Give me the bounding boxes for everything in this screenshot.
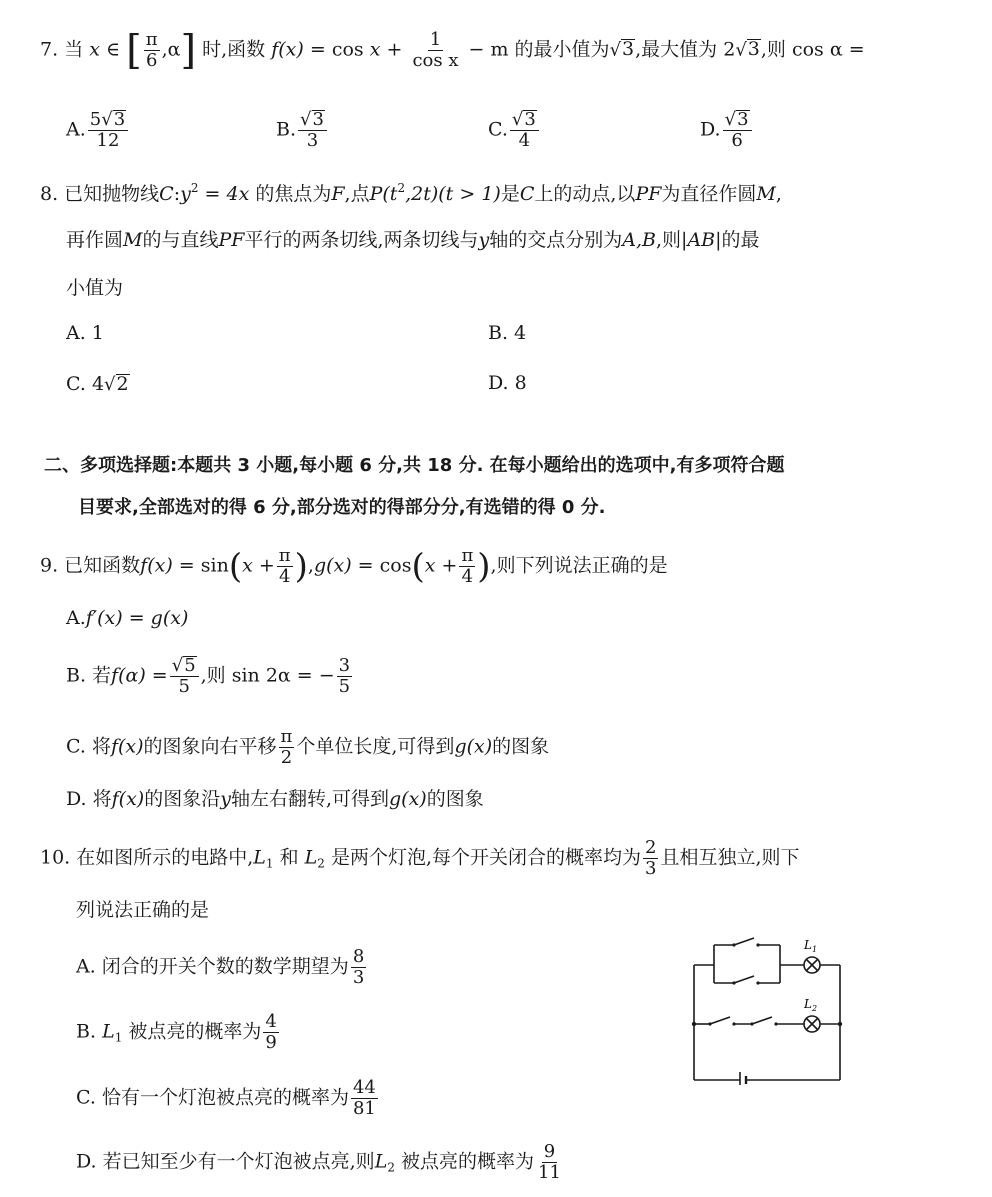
q7-text: 当: [64, 38, 84, 61]
switch-3: [710, 1017, 730, 1024]
q7-var-x: x: [89, 38, 100, 61]
switch-4: [752, 1017, 772, 1024]
q8-option-d: D. 8: [488, 372, 527, 394]
q9-option-a: A.f′(x) = g(x): [66, 607, 189, 629]
q7-number: 7.: [40, 38, 59, 61]
junction-right: [838, 1022, 842, 1026]
q10-option-c: C. 恰有一个灯泡被点亮的概率为 $\frac{44}{81}$: [76, 1077, 376, 1119]
q7-stem: 7. 当 x ∈ [ $\frac{\pi}{6}$ ,α] 时,函数 f(x) = cos x + $\frac{1}{\text{cos x}}$ − m 的最小值为√3,最大值为 2√3,则 cos α =: [40, 27, 865, 74]
q7-fx: f(x): [271, 38, 304, 61]
q8-line2: 再作圆M的与直线PF平行的两条切线,两条切线与y轴的交点分别为A,B,则|AB|的最: [66, 229, 760, 251]
switch-1: [734, 938, 754, 945]
q7-open-bracket: [: [126, 27, 142, 74]
q7-sqrt3b: 3: [747, 38, 760, 61]
q9-option-b: B. 若f(α) = $\frac{√5}{5}$ ,则 sin 2α = − $\frac{3}{5}$: [66, 655, 351, 697]
q7-frac-1cosx: $\frac{1}{\text{cos x}}$: [412, 29, 459, 71]
q7-text4: ,最大值为 2: [635, 38, 736, 61]
q10-option-a: A. 闭合的开关个数的数学期望为 $\frac{8}{3}$: [76, 946, 365, 988]
section2-heading-line2: 目要求,全部选对的得 6 分,部分选对的得部分分,有选错的得 0 分.: [78, 497, 606, 518]
q7-option-a: A. $\frac{5√3}{12}$: [66, 110, 130, 151]
section2-heading-line1: 二、多项选择题:本题共 3 小题,每小题 6 分,共 18 分. 在每小题给出的选项中,有多项符合题: [44, 455, 785, 476]
q9-option-d: D. 将f(x)的图象沿y轴左右翻转,可得到g(x)的图象: [66, 788, 484, 810]
q7-eq-cos: = cos: [309, 38, 364, 61]
lamp1-label: $L_1$: [804, 938, 818, 954]
q9-option-c: C. 将f(x)的图象向右平移 $\frac{\pi}{2}$ 个单位长度,可得到g(x)的图象: [66, 726, 550, 768]
q7-var-x2: x: [369, 38, 381, 61]
q10-option-d: D. 若已知至少有一个灯泡被点亮,则$L_2$ 被点亮的概率为 $\frac{9}{11}$: [76, 1141, 561, 1183]
q7-in-symbol: ∈: [106, 38, 121, 61]
q7-plus: +: [386, 38, 403, 61]
q7-sqrt3: 3: [622, 38, 635, 61]
lamp2-label: $L_2$: [804, 997, 818, 1013]
circuit-diagram: [682, 935, 852, 1085]
switch-2: [734, 976, 754, 983]
q7-close-bracket: ]: [180, 27, 197, 74]
q8-option-a: A. 1: [66, 322, 104, 344]
q8-option-c: C. 4√2: [66, 373, 129, 395]
q10-line1: 10. 在如图所示的电路中$,L_1$ 和 $L_2$ 是两个灯泡,每个开关闭合的概率均为 $\frac{2}{3}$ 且相互独立,则下: [40, 837, 800, 879]
q8-option-b: B. 4: [488, 322, 527, 344]
q7-minus-m: − m: [468, 38, 509, 61]
q7-text2: 时,函数: [202, 38, 266, 61]
q10-line2: 列说法正确的是: [76, 899, 210, 921]
q7-option-c: C. $\frac{√3}{4}$: [488, 110, 541, 151]
q10-option-b: B. $L_1$ 被点亮的概率为 $\frac{4}{9}$: [76, 1011, 277, 1053]
junction-left: [692, 1022, 696, 1026]
q7-frac-pi6: $\frac{\pi}{6}$: [145, 29, 158, 71]
q7-comma: ,: [161, 38, 168, 61]
q7-text5: ,则 cos α =: [760, 38, 865, 61]
q8-line3: 小值为: [66, 277, 124, 299]
q7-alpha: α: [167, 38, 181, 61]
q7-option-d: D. $\frac{√3}{6}$: [700, 110, 754, 151]
q9-stem: 9. 已知函数f(x) = sin(x + $\frac{\pi}{4}$ ),g(x) = cos(x + $\frac{\pi}{4}$ ),则下列说法正确的是: [40, 545, 668, 587]
q7-option-b: B. $\frac{√3}{3}$: [276, 110, 329, 151]
q7-text3: 的最小值为: [514, 38, 610, 61]
q8-line1: 8. 已知抛物线$C:y^2 = 4x$ 的焦点为F,点$P(t^2,2t)(t > 1)$是C上的动点,以PF为直径作圆M,: [40, 181, 782, 205]
